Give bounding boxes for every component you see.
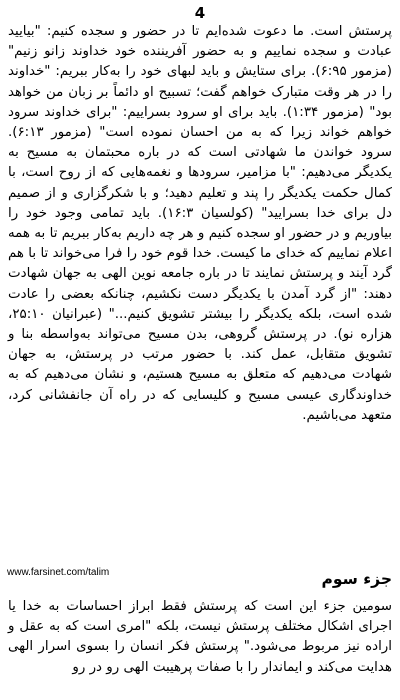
main-paragraph: پرستش است. ما دعوت شده‌ایم تا در حضور و سجده کنیم: "بیایید عبادت و سجده نماییم و به حضور آفریننده خود خداوند زانو زنیم" (مزمور ۶:۹۵). برای ستایش و باید لبهای خود را به‌کار ببریم: "خداوند را در هر وقت متبارک خواهم گفت؛ تسبیح او دائماً بر زبان من خواهد بود" (مزمور ۱:۳۴). باید برای او سرود بسراییم: "برای خداوند سرود خواهم خواند زیرا که به من احسان نموده است" (مزمور ۶:۱۳). سرود خواندن ما شهادتی است که در باره محبتمان به مسیح به یکدیگر می‌دهیم: "با مزامیر، سرودها و نغمه‌هایی که از روح است، با کمال حکمت یکدیگر را پند و تعلیم دهید؛ و با شکرگزاری و از صمیم دل برای خدا بسرایید" (کولسیان ۱۶:۳). باید تمامی وجود خود را بیاوریم و در حضور او سجده کنیم و هر چه داریم به‌کار ببریم تا به همه اعلام نماییم که خدای ما کیست. خدا قوم خود را فرا می‌خواند تا با هم گرد آیند و پرستش نمایند تا در باره جامعه نوین الهی به جهان شهادت دهند: "از گرد آمدن با یکدیگر دست نکشیم، چنانکه بعضی را عادت شده است، بلکه یکدیگر را بیشتر تشویق کنیم..." (عبرانیان ۲۵:۱۰، هزاره نو). در پرستش گروهی، بدن مسیح می‌تواند به‌واسطه بنا و تشویق متقابل، عمل کند. با حضور مرتب در پرستش، به جهان شهادت می‌دهیم که متعلق به مسیح هستیم، و نشان می‌دهیم که به خداوندگاری عیسی مسیح و کلیسایی که در راه آن جانفشانی کرد، متعهد می‌باشیم.	[8, 24, 393, 423]
main-paragraph-block	[8, 22, 392, 426]
section-paragraph: سومین جزء این است که پرستش فقط ابراز احساسات به خدا یا اجرای اشکال مختلف پرستش نیست، بلکه "امری است که به عقل و اراده نیز مربوط می‌شود." پرستش فکر انسان را بسوی اسرار الهی هدایت می‌کند و ایماندار را با صفات پرهیبت الهی رو در رو	[8, 599, 392, 675]
page-number: 4	[194, 4, 206, 22]
footer-url[interactable]: www.farsinet.com/talim	[7, 567, 110, 578]
section-paragraph-block	[8, 597, 392, 678]
section-heading: جزء سوم	[321, 570, 392, 588]
